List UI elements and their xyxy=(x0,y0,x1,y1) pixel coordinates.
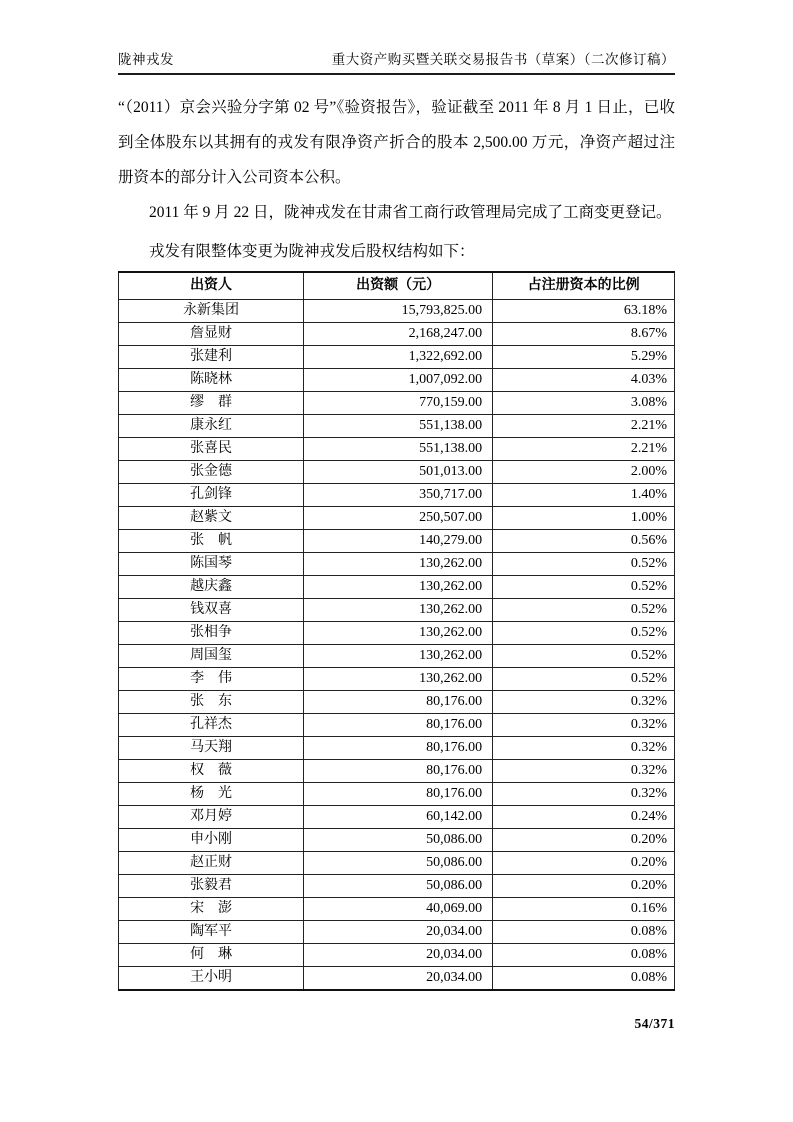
ownership-percentage: 0.20% xyxy=(493,875,675,898)
investor-name: 张相争 xyxy=(119,622,304,645)
column-header-contribution-amount: 出资额（元） xyxy=(304,272,493,300)
column-header-investor: 出资人 xyxy=(119,272,304,300)
ownership-percentage: 0.32% xyxy=(493,737,675,760)
investor-name: 赵紫文 xyxy=(119,507,304,530)
table-row xyxy=(119,369,675,392)
table-row xyxy=(119,346,675,369)
investor-name: 王小明 xyxy=(119,967,304,991)
investor-name: 杨 光 xyxy=(119,783,304,806)
contribution-amount: 60,142.00 xyxy=(304,806,493,829)
investor-name: 张毅君 xyxy=(119,875,304,898)
investor-name: 周国玺 xyxy=(119,645,304,668)
table-row xyxy=(119,898,675,921)
table-row xyxy=(119,576,675,599)
contribution-amount: 50,086.00 xyxy=(304,875,493,898)
table-header-row xyxy=(119,272,675,300)
table-row xyxy=(119,300,675,323)
investor-name: 张 东 xyxy=(119,691,304,714)
table-row xyxy=(119,829,675,852)
contribution-amount: 15,793,825.00 xyxy=(304,300,493,323)
ownership-percentage: 0.08% xyxy=(493,967,675,991)
table-row xyxy=(119,760,675,783)
investor-name: 越庆鑫 xyxy=(119,576,304,599)
table-row xyxy=(119,530,675,553)
table-row xyxy=(119,737,675,760)
contribution-amount: 80,176.00 xyxy=(304,691,493,714)
ownership-percentage: 0.32% xyxy=(493,760,675,783)
ownership-percentage: 63.18% xyxy=(493,300,675,323)
investor-name: 陶军平 xyxy=(119,921,304,944)
contribution-amount: 80,176.00 xyxy=(304,760,493,783)
investor-name: 申小刚 xyxy=(119,829,304,852)
investor-name: 永新集团 xyxy=(119,300,304,323)
investor-name: 孔剑锋 xyxy=(119,484,304,507)
table-row xyxy=(119,967,675,991)
investor-name: 张喜民 xyxy=(119,438,304,461)
table-row xyxy=(119,714,675,737)
investor-name: 詹显财 xyxy=(119,323,304,346)
contribution-amount: 40,069.00 xyxy=(304,898,493,921)
ownership-percentage: 0.20% xyxy=(493,852,675,875)
ownership-percentage: 0.52% xyxy=(493,599,675,622)
investor-name: 张建利 xyxy=(119,346,304,369)
investor-name: 何 琳 xyxy=(119,944,304,967)
contribution-amount: 551,138.00 xyxy=(304,415,493,438)
contribution-amount: 20,034.00 xyxy=(304,921,493,944)
table-row xyxy=(119,599,675,622)
ownership-percentage: 0.32% xyxy=(493,783,675,806)
investor-name: 马天翔 xyxy=(119,737,304,760)
investor-name: 宋 澎 xyxy=(119,898,304,921)
table-row xyxy=(119,507,675,530)
contribution-amount: 140,279.00 xyxy=(304,530,493,553)
table-row xyxy=(119,668,675,691)
header-company-name: 陇神戎发 xyxy=(118,52,174,67)
paragraph-capital-verification: “（2011）京会兴验分字第 02 号”《验资报告》，验证截至 2011 年 8 月 1 日止，已收到全体股东以其拥有的戎发有限净资产折合的股本 2,500.00 万元，净资产超过注册资本的部分计入公司资本公积。 xyxy=(118,99,675,186)
ownership-percentage: 0.16% xyxy=(493,898,675,921)
contribution-amount: 350,717.00 xyxy=(304,484,493,507)
table-row xyxy=(119,392,675,415)
investor-name: 钱双喜 xyxy=(119,599,304,622)
contribution-amount: 250,507.00 xyxy=(304,507,493,530)
investor-name: 孔祥杰 xyxy=(119,714,304,737)
contribution-amount: 130,262.00 xyxy=(304,599,493,622)
contribution-amount: 50,086.00 xyxy=(304,829,493,852)
contribution-amount: 20,034.00 xyxy=(304,944,493,967)
table-row xyxy=(119,806,675,829)
table-row xyxy=(119,944,675,967)
contribution-amount: 1,322,692.00 xyxy=(304,346,493,369)
table-row xyxy=(119,553,675,576)
ownership-percentage: 4.03% xyxy=(493,369,675,392)
ownership-percentage: 2.00% xyxy=(493,461,675,484)
ownership-percentage: 1.00% xyxy=(493,507,675,530)
contribution-amount: 1,007,092.00 xyxy=(304,369,493,392)
ownership-percentage: 1.40% xyxy=(493,484,675,507)
investor-name: 张 帆 xyxy=(119,530,304,553)
paragraph-table-intro: 戎发有限整体变更为陇神戎发后股权结构如下： xyxy=(149,243,475,260)
table-row xyxy=(119,622,675,645)
investor-name: 权 薇 xyxy=(119,760,304,783)
contribution-amount: 130,262.00 xyxy=(304,668,493,691)
contribution-amount: 50,086.00 xyxy=(304,852,493,875)
contribution-amount: 80,176.00 xyxy=(304,714,493,737)
ownership-percentage: 0.52% xyxy=(493,622,675,645)
contribution-amount: 130,262.00 xyxy=(304,576,493,599)
ownership-percentage: 2.21% xyxy=(493,438,675,461)
table-row xyxy=(119,783,675,806)
investor-name: 张金德 xyxy=(119,461,304,484)
table-row xyxy=(119,438,675,461)
ownership-percentage: 0.52% xyxy=(493,576,675,599)
column-header-registered-capital-ratio: 占注册资本的比例 xyxy=(493,272,675,300)
investor-name: 陈国琴 xyxy=(119,553,304,576)
table-row xyxy=(119,484,675,507)
ownership-percentage: 0.32% xyxy=(493,691,675,714)
ownership-percentage: 0.56% xyxy=(493,530,675,553)
investor-name: 缪 群 xyxy=(119,392,304,415)
contribution-amount: 130,262.00 xyxy=(304,645,493,668)
page-header xyxy=(118,48,675,75)
ownership-percentage: 5.29% xyxy=(493,346,675,369)
table-row xyxy=(119,875,675,898)
shareholding-structure-table xyxy=(118,271,675,991)
ownership-percentage: 0.52% xyxy=(493,668,675,691)
contribution-amount: 80,176.00 xyxy=(304,737,493,760)
contribution-amount: 770,159.00 xyxy=(304,392,493,415)
page-body xyxy=(118,90,675,1041)
table-row xyxy=(119,645,675,668)
investor-name: 邓月婷 xyxy=(119,806,304,829)
investor-name: 陈晓林 xyxy=(119,369,304,392)
contribution-amount: 20,034.00 xyxy=(304,967,493,991)
ownership-percentage: 8.67% xyxy=(493,323,675,346)
contribution-amount: 2,168,247.00 xyxy=(304,323,493,346)
table-row xyxy=(119,323,675,346)
contribution-amount: 501,013.00 xyxy=(304,461,493,484)
table-row xyxy=(119,415,675,438)
shareholder-table-body xyxy=(119,300,675,991)
table-row xyxy=(119,921,675,944)
table-row xyxy=(119,852,675,875)
ownership-percentage: 0.24% xyxy=(493,806,675,829)
contribution-amount: 551,138.00 xyxy=(304,438,493,461)
investor-name: 赵正财 xyxy=(119,852,304,875)
header-document-title: 重大资产购买暨关联交易报告书（草案）（二次修订稿） xyxy=(331,52,675,67)
ownership-percentage: 0.08% xyxy=(493,944,675,967)
investor-name: 李 伟 xyxy=(119,668,304,691)
paragraph-registration-change: 2011 年 9 月 22 日，陇神戎发在甘肃省工商行政管理局完成了工商变更登记。 xyxy=(149,204,672,221)
ownership-percentage: 0.32% xyxy=(493,714,675,737)
ownership-percentage: 0.20% xyxy=(493,829,675,852)
ownership-percentage: 0.52% xyxy=(493,645,675,668)
ownership-percentage: 0.08% xyxy=(493,921,675,944)
contribution-amount: 80,176.00 xyxy=(304,783,493,806)
investor-name: 康永红 xyxy=(119,415,304,438)
table-row xyxy=(119,691,675,714)
contribution-amount: 130,262.00 xyxy=(304,622,493,645)
contribution-amount: 130,262.00 xyxy=(304,553,493,576)
table-row xyxy=(119,461,675,484)
ownership-percentage: 3.08% xyxy=(493,392,675,415)
ownership-percentage: 0.52% xyxy=(493,553,675,576)
ownership-percentage: 2.21% xyxy=(493,415,675,438)
page-number: 54/371 xyxy=(634,1016,675,1031)
